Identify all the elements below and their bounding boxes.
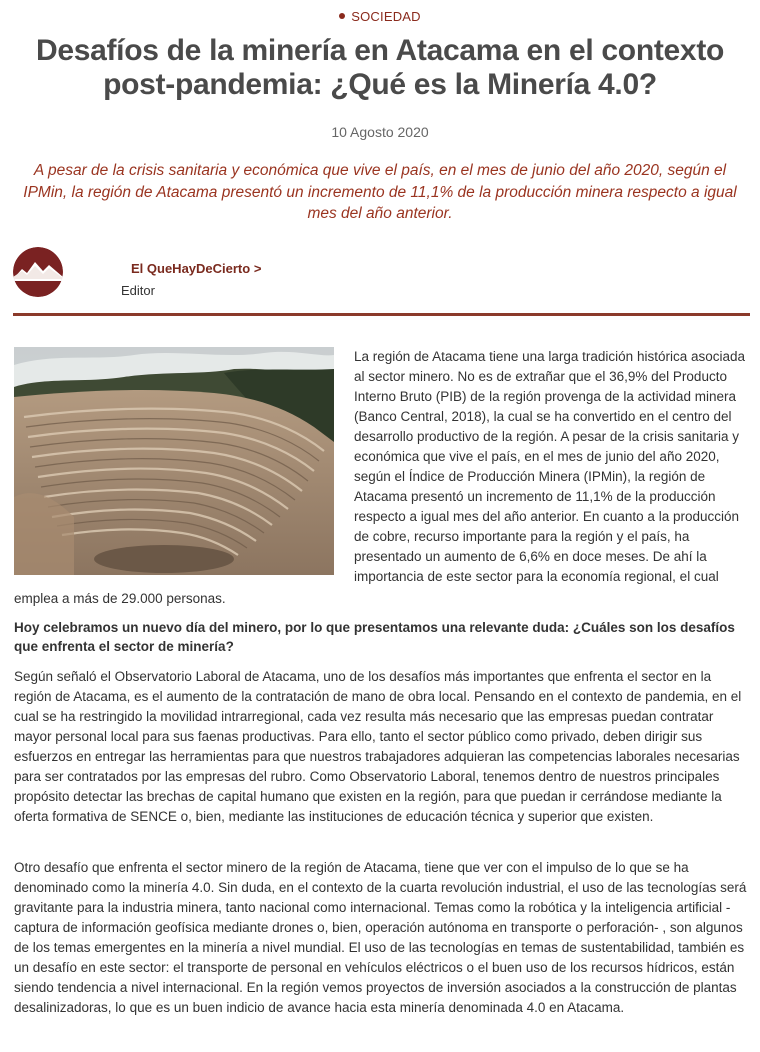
highlighted-question: Hoy celebramos un nuevo día del minero, por lo que presentamos una relevante duda: ¿Cuáles son los desafíos que enfrenta el sector de minería?: [14, 620, 735, 654]
author-name-link[interactable]: El QueHayDeCierto >: [131, 261, 262, 276]
article-lead: A pesar de la crisis sanitaria y económica que vive el país, en el mes de junio del año 2020, según el IPMin, la región de Atacama presentó un incremento de 11,1% de la producción minera respecto a igual mes del año anterior.: [23, 162, 737, 222]
paragraph-mining-4-0: Otro desafío que enfrenta el sector minero de la región de Atacama, tiene que ver con el impulso de lo que se ha denominado como la minería 4.0. Sin duda, en el contexto de la cuarta revolución industrial, el uso de las tecnologías será gravitante para la industria minera, tanto nacional como internacional. Temas como la robótica y la inteligencia artificial - captura de información geofísica mediante drones o, bien, operación autónoma en transporte o perforación- , son algunos de los temas emergentes en la minería a nivel mundial. El uso de las tecnologías en temas de sustentabilidad, también es un desafío en este sector: el transporte de personal en vehículos eléctricos o el buen uso de los recursos hídricos, están siendo tendencia a nivel internacional. En la región vemos proyectos de inversión asociados a la construcción de plantas desalinizadoras, lo que es un buen indicio de avance hacia esta minería denominada 4.0 en Atacama.: [14, 860, 747, 1015]
author-avatar[interactable]: [13, 247, 63, 297]
category-link[interactable]: [0, 9, 760, 24]
article-title: Desafíos de la minería en Atacama en el contexto post-pandemia: ¿Qué es la Minería 4.0?: [35, 34, 725, 101]
bullet-icon: [339, 13, 345, 19]
author-role: Editor: [121, 283, 155, 298]
mine-photo: [14, 347, 334, 575]
mountain-logo-icon: [13, 247, 63, 297]
publish-date: 10 Agosto 2020: [331, 124, 429, 140]
open-pit-mine-image: [14, 347, 334, 575]
divider: [13, 313, 750, 316]
paragraph-labor: Según señaló el Observatorio Laboral de Atacama, uno de los desafíos más importantes que enfrenta el sector en la región de Atacama, es el aumento de la contratación de mano de obra local. Pensando en el contexto de pandemia, en el cual se ha restringido la movilidad intrarregional, cada vez resulta más necesario que las empresas puedan contratar mayor personal local para sus faenas productivas. Para ello, tanto el sector público como privado, deben dirigir sus esfuerzos en entregar las herramientas para que nuestros trabajadores adquieran las competencias laborales necesarias para ser contratados por las empresas del rubro. Como Observatorio Laboral, tenemos dentro de nuestros principales propósito detectar las brechas de capital humano que existen en la región, para que puedan ir cerrándose mediante la oferta formativa de SENCE o, bien, mediante las instituciones de educación técnica y superior que existen.: [14, 669, 742, 824]
category-label[interactable]: SOCIEDAD: [351, 9, 421, 24]
paragraph-intro: La región de Atacama tiene una larga tradición histórica asociada al sector minero. No es de extrañar que el 36,9% del Producto Interno Bruto (PIB) de la región provenga de la actividad minera (Banco Central, 2018), la cual se ha convertido en el centro del desarrollo productivo de la región. A pesar de la crisis sanitaria y económica que vive el país, en el mes de junio del año 2020, según el Índice de Producción Minera (IPMin), la región de Atacama presentó un incremento de 11,1% de la producción respecto a igual mes del año anterior. En cuanto a la producción de cobre, recurso importante para la región y el país, ha presentado un aumento de 6,6% en doce meses. De ahí la importancia de este sector para la economía regional, el cual: [354, 349, 745, 584]
paragraph-intro-tail: emplea a más de 29.000 personas.: [14, 591, 226, 606]
